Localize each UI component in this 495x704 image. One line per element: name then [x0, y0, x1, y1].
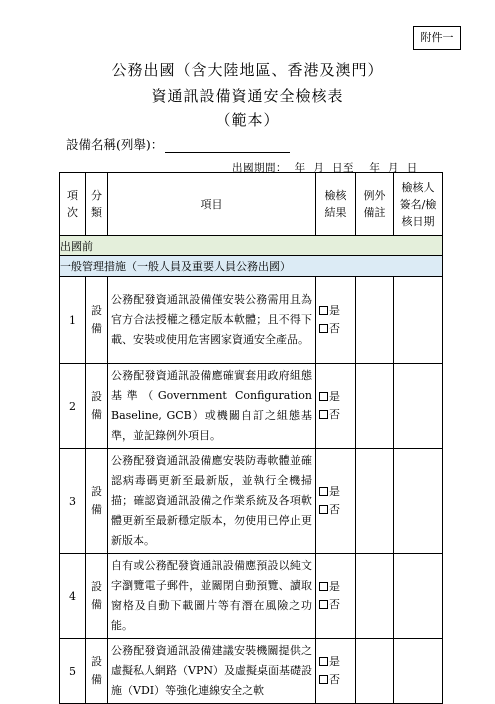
device-name-field [66, 135, 290, 153]
row-signer[interactable] [394, 639, 443, 704]
section-label: 出國前 [60, 236, 443, 256]
row-result [316, 449, 356, 554]
row-number: 3 [60, 449, 86, 554]
header-exception: 例外 備註 [356, 173, 394, 236]
checkbox-icon[interactable] [319, 582, 328, 591]
checkbox-icon[interactable] [319, 487, 328, 496]
checkbox-icon[interactable] [319, 600, 328, 609]
checkbox-icon[interactable] [319, 410, 328, 419]
yes-option[interactable]: 是 [319, 483, 355, 501]
table-row [60, 277, 443, 364]
yes-option[interactable]: 是 [319, 388, 355, 406]
header-signer: 檢核人 簽名/檢 核日期 [394, 173, 443, 236]
row-number: 1 [60, 277, 86, 364]
header-category: 分 類 [86, 173, 108, 236]
title-line-3: （範本） [215, 111, 280, 129]
row-number: 2 [60, 364, 86, 449]
row-result [316, 554, 356, 639]
row-description: 自有或公務配發資通訊設備應預設以純文字瀏覽電子郵件，並關閉自動預覽、讀取窗格及自動下載圖片等有潛在風險之功能。 [108, 554, 316, 639]
travel-period: 出國期間： 年 月 日至 年 月 日 [232, 162, 418, 174]
no-option[interactable]: 否 [319, 596, 355, 614]
no-option[interactable]: 否 [319, 406, 355, 424]
yes-option[interactable]: 是 [319, 302, 355, 320]
row-category: 設 備 [86, 639, 108, 704]
checkbox-icon[interactable] [319, 392, 328, 401]
row-signer[interactable] [394, 449, 443, 554]
checklist-table [59, 172, 443, 704]
subsection-label: 一般管理措施（一般人員及重要人員公務出國） [60, 256, 443, 277]
title-line-1: 公務出國（含大陸地區、香港及澳門） [111, 61, 384, 79]
row-category: 設 備 [86, 554, 108, 639]
title-line-2: 資通訊設備資通安全檢核表 [151, 87, 344, 105]
checkbox-icon[interactable] [319, 324, 328, 333]
checkbox-icon[interactable] [319, 675, 328, 684]
row-category: 設 備 [86, 449, 108, 554]
row-number: 4 [60, 554, 86, 639]
device-name-blank[interactable] [165, 139, 290, 153]
row-description: 公務配發資通訊設備僅安裝公務需用且為官方合法授權之穩定版本軟體；且不得下載、安裝或使用危害國家資通安全產品。 [108, 277, 316, 364]
row-exception[interactable] [356, 277, 394, 364]
yes-option[interactable]: 是 [319, 578, 355, 596]
header-row [60, 173, 443, 236]
row-signer[interactable] [394, 554, 443, 639]
row-exception[interactable] [356, 639, 394, 704]
row-result [316, 639, 356, 704]
row-category: 設 備 [86, 277, 108, 364]
table-row [60, 449, 443, 554]
checkbox-icon[interactable] [319, 505, 328, 514]
header-result: 檢核 結果 [316, 173, 356, 236]
row-exception[interactable] [356, 449, 394, 554]
yes-option[interactable]: 是 [319, 653, 355, 671]
table-row [60, 639, 443, 704]
section-row [60, 236, 443, 256]
row-description: 公務配發資通訊設備應安裝防毒軟體並確認病毒碼更新至最新版，並執行全機掃描；確認資通訊設備之作業系統及各項軟體更新至最新穩定版本，勿使用已停止更新版本。 [108, 449, 316, 554]
row-description: 公務配發資通訊設備建議安裝機關提供之虛擬私人網路（VPN）及虛擬桌面基礎設施（VDI）等強化連線安全之軟 [108, 639, 316, 704]
no-option[interactable]: 否 [319, 671, 355, 689]
no-option[interactable]: 否 [319, 501, 355, 519]
header-item: 項目 [108, 173, 316, 236]
annex-label: 附件一 [413, 26, 461, 50]
no-option[interactable]: 否 [319, 320, 355, 338]
row-result [316, 277, 356, 364]
checkbox-icon[interactable] [319, 306, 328, 315]
row-number: 5 [60, 639, 86, 704]
row-description: 公務配發資通訊設備應確實套用政府組態基準（Government Configuration Baseline, GCB）或機關自訂之組態基準，並記錄例外項目。 [108, 364, 316, 449]
subsection-row [60, 256, 443, 277]
device-name-label: 設備名稱(列舉)： [66, 137, 164, 152]
table-row [60, 364, 443, 449]
row-exception[interactable] [356, 364, 394, 449]
table-row [60, 554, 443, 639]
header-item-no: 項 次 [60, 173, 86, 236]
row-signer[interactable] [394, 277, 443, 364]
row-category: 設 備 [86, 364, 108, 449]
row-result [316, 364, 356, 449]
row-exception[interactable] [356, 554, 394, 639]
checkbox-icon[interactable] [319, 657, 328, 666]
row-signer[interactable] [394, 364, 443, 449]
